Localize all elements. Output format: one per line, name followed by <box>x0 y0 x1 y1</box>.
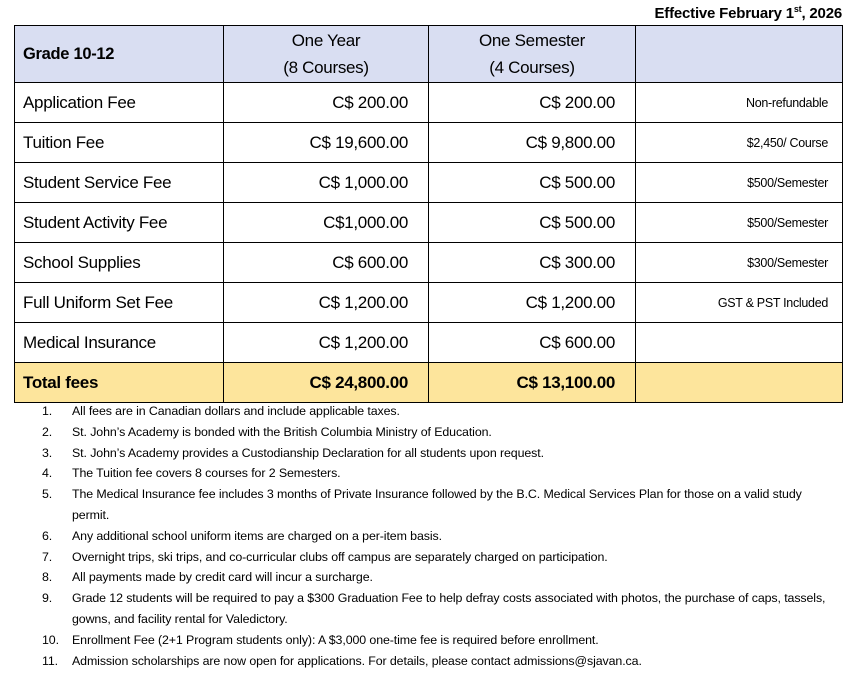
footnote-item <box>0 651 842 672</box>
footnote-text: St. John’s Academy provides a Custodianship Declaration for all students upon request. <box>72 445 544 460</box>
one-year-amount: C$1,000.00 <box>224 203 429 243</box>
footnote-item <box>0 443 842 464</box>
fee-label: School Supplies <box>15 243 224 283</box>
table-row <box>15 83 843 123</box>
footnote-number: 10. <box>42 632 59 647</box>
effective-year: , 2026 <box>801 5 842 22</box>
footnote-number: 3. <box>42 445 53 460</box>
footnote-item <box>0 401 842 422</box>
footnote-text: Enrollment Fee (2+1 Program students only): A $3,000 one-time fee is required before enrollment. <box>72 632 599 647</box>
footnote-item <box>0 567 842 588</box>
effective-date <box>654 4 842 22</box>
one-year-amount: C$ 1,200.00 <box>224 283 429 323</box>
footnotes-list <box>0 401 842 671</box>
footnote-number: 9. <box>42 591 53 606</box>
footnote-item <box>0 588 842 630</box>
footnote-text: St. John’s Academy is bonded with the British Columbia Ministry of Education. <box>72 424 492 439</box>
table-row <box>15 323 843 363</box>
fee-label: Application Fee <box>15 83 224 123</box>
one-year-courses: (8 Courses) <box>283 58 369 77</box>
footnote-item <box>0 484 842 526</box>
notes-header <box>636 26 843 83</box>
footnote-text: Any additional school uniform items are charged on a per-item basis. <box>72 528 442 543</box>
footnote-item <box>0 630 842 651</box>
footnote-text: Grade 12 students will be required to pay a $300 Graduation Fee to help defray costs associated with photos, the purchase of caps, tassels, gowns, and facility rental for Valedictory. <box>72 591 826 626</box>
table-row <box>15 123 843 163</box>
table-row <box>15 243 843 283</box>
footnote-number: 6. <box>42 528 53 543</box>
footnote-text: Overnight trips, ski trips, and co-curricular clubs off campus are separately charged on participation. <box>72 549 608 564</box>
one-semester-amount: C$ 500.00 <box>429 203 636 243</box>
footnote-item <box>0 526 842 547</box>
fee-label: Full Uniform Set Fee <box>15 283 224 323</box>
total-label: Total fees <box>15 363 224 403</box>
total-row <box>15 363 843 403</box>
footnote-number: 8. <box>42 570 53 585</box>
table-row <box>15 203 843 243</box>
fee-note: $500/Semester <box>636 163 843 203</box>
footnote-number: 5. <box>42 487 53 502</box>
fee-label: Student Service Fee <box>15 163 224 203</box>
one-year-amount: C$ 1,200.00 <box>224 323 429 363</box>
one-semester-amount: C$ 300.00 <box>429 243 636 283</box>
one-year-header <box>224 26 429 83</box>
footnote-number: 4. <box>42 466 53 481</box>
one-semester-amount: C$ 600.00 <box>429 323 636 363</box>
one-year-amount: C$ 19,600.00 <box>224 123 429 163</box>
fee-label: Medical Insurance <box>15 323 224 363</box>
table-header-row <box>15 26 843 83</box>
footnote-text: The Medical Insurance fee includes 3 months of Private Insurance followed by the B.C. Medical Services Plan for those on a valid study permit. <box>72 487 802 522</box>
fee-note: Non-refundable <box>636 83 843 123</box>
one-year-amount: C$ 600.00 <box>224 243 429 283</box>
footnote-number: 1. <box>42 404 53 418</box>
fee-note: GST & PST Included <box>636 283 843 323</box>
footnote-number: 11. <box>42 653 59 668</box>
fee-note: $500/Semester <box>636 203 843 243</box>
fee-label: Tuition Fee <box>15 123 224 163</box>
fee-note <box>636 323 843 363</box>
effective-sup: st <box>793 4 802 14</box>
one-year-amount: C$ 200.00 <box>224 83 429 123</box>
one-semester-amount: C$ 200.00 <box>429 83 636 123</box>
effective-text: Effective February 1 <box>654 5 794 22</box>
fee-note: $300/Semester <box>636 243 843 283</box>
footnote-number: 7. <box>42 549 53 564</box>
one-year-title: One Year <box>291 31 361 50</box>
grade-header: Grade 10-12 <box>15 26 224 83</box>
fee-table <box>14 25 843 403</box>
one-semester-courses: (4 Courses) <box>489 58 575 77</box>
one-year-amount: C$ 1,000.00 <box>224 163 429 203</box>
one-semester-amount: C$ 500.00 <box>429 163 636 203</box>
footnote-text: The Tuition fee covers 8 courses for 2 Semesters. <box>72 466 341 481</box>
footnote-text: All payments made by credit card will incur a surcharge. <box>72 570 373 585</box>
table-row <box>15 163 843 203</box>
total-one-year: C$ 24,800.00 <box>224 363 429 403</box>
footnote-item <box>0 547 842 568</box>
one-semester-amount: C$ 9,800.00 <box>429 123 636 163</box>
fee-label: Student Activity Fee <box>15 203 224 243</box>
one-semester-amount: C$ 1,200.00 <box>429 283 636 323</box>
footnote-number: 2. <box>42 424 53 439</box>
footnote-item <box>0 422 842 443</box>
total-one-semester: C$ 13,100.00 <box>429 363 636 403</box>
total-note <box>636 363 843 403</box>
one-semester-header <box>429 26 636 83</box>
one-semester-title: One Semester <box>478 31 585 50</box>
fee-note: $2,450/ Course <box>636 123 843 163</box>
footnote-text: All fees are in Canadian dollars and include applicable taxes. <box>72 404 400 418</box>
footnote-text: Admission scholarships are now open for applications. For details, please contact admissions@sjavan.ca. <box>72 653 642 668</box>
footnote-item <box>0 463 842 484</box>
table-row <box>15 283 843 323</box>
